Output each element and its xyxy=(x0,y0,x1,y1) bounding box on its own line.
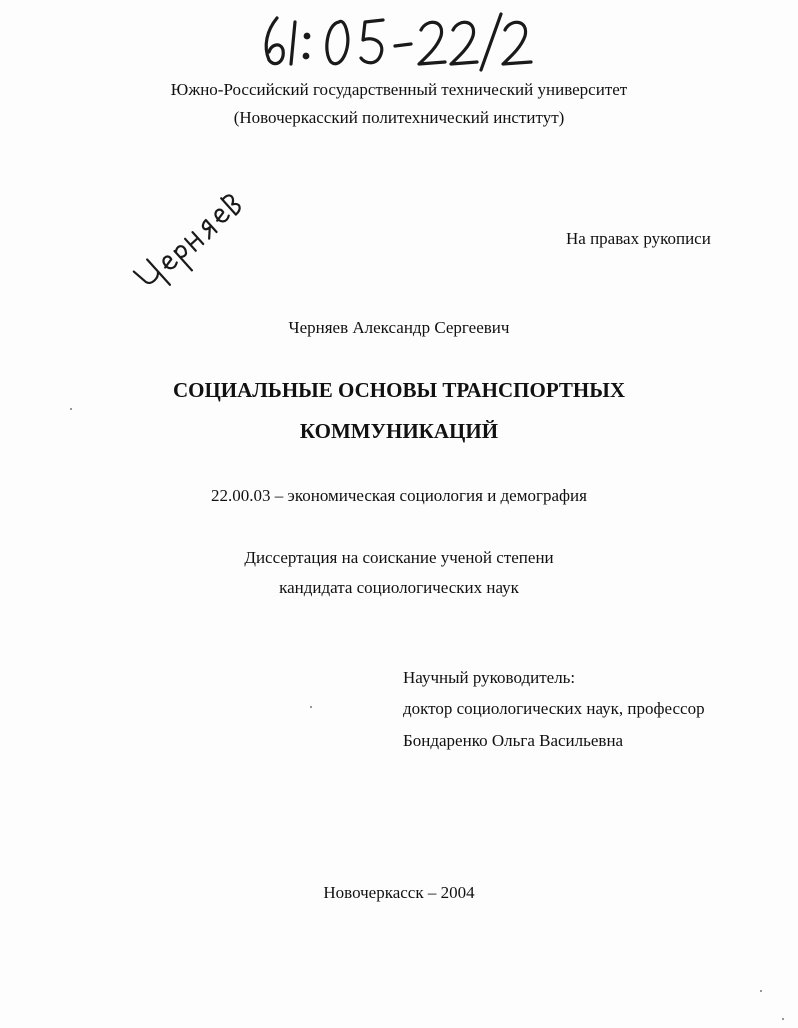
specialty-code: 22.00.03 – экономическая социология и демография xyxy=(211,486,587,505)
advisor-label: Научный руководитель: xyxy=(403,668,576,687)
scan-speck xyxy=(782,1018,784,1020)
degree-line-1: Диссертация на соискание ученой степени xyxy=(244,548,554,567)
advisor-rank: доктор социологических наук, профессор xyxy=(403,699,705,718)
place-and-year: Новочеркасск – 2004 xyxy=(323,883,475,902)
scan-speck xyxy=(760,990,762,992)
scan-speck xyxy=(70,408,72,410)
rights-note: На правах рукописи xyxy=(566,229,711,248)
degree-line-2: кандидата социологических наук xyxy=(279,578,519,597)
handwritten-signature xyxy=(108,160,248,290)
university-name: Южно-Российский государственный технический университет xyxy=(170,80,628,99)
scan-speck xyxy=(310,706,312,708)
advisor-name: Бондаренко Ольга Васильевна xyxy=(403,731,624,750)
thesis-title-line-1: СОЦИАЛЬНЫЕ ОСНОВЫ ТРАНСПОРТНЫХ xyxy=(172,378,626,402)
author-name: Черняев Александр Сергеевич xyxy=(288,318,510,337)
thesis-title-line-2: КОММУНИКАЦИЙ xyxy=(299,419,499,443)
institute-name: (Новочеркасский политехнический институт) xyxy=(233,108,565,127)
handwritten-archive-code xyxy=(255,8,540,72)
